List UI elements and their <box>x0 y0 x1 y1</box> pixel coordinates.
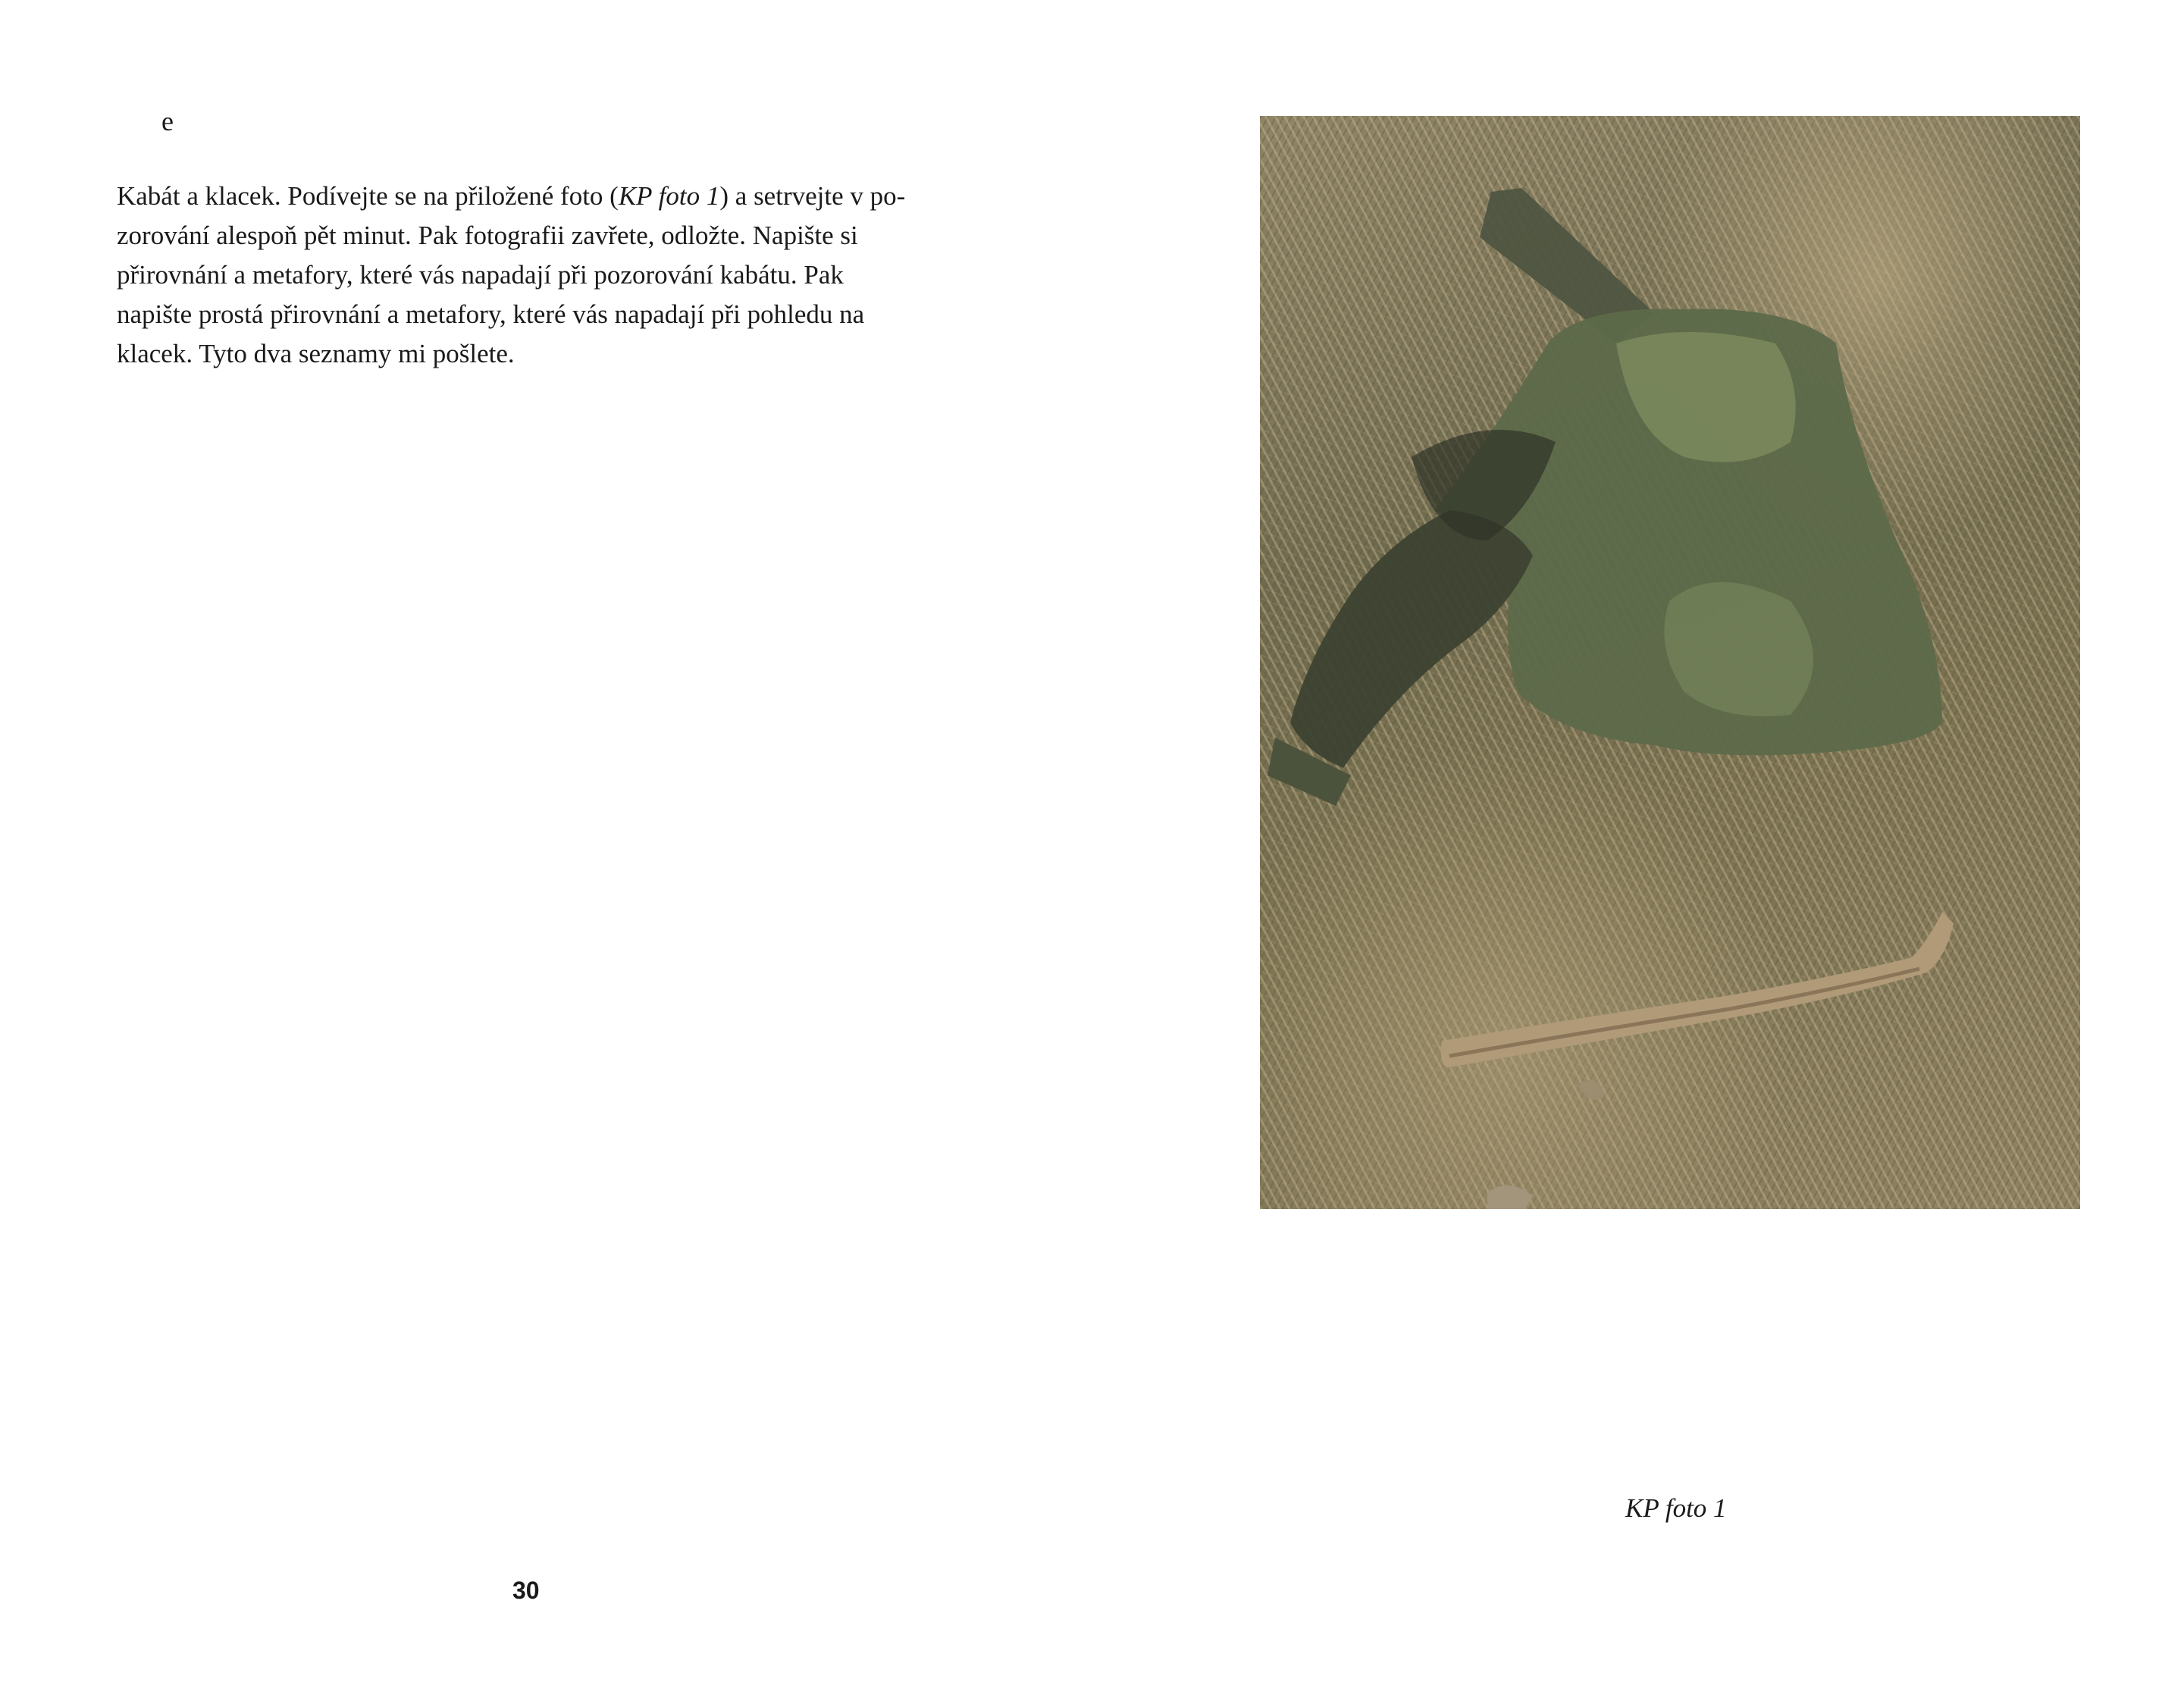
paragraph-line: zorování alespoň pět minut. Pak fotografii zavřete, odložte. Napište si <box>117 221 858 250</box>
page-number: 30 <box>512 1577 540 1604</box>
paragraph-line: přirovnání a metafory, které vás napadají při pozorování kabátu. Pak <box>117 260 844 290</box>
paragraph-line <box>117 177 951 216</box>
paragraph-line: klacek. Tyto dva seznamy mi pošlete. <box>117 339 515 368</box>
dry-leaf <box>1487 1186 1533 1209</box>
instruction-paragraph <box>117 177 951 374</box>
text-segment: Kabát a klacek. Podívejte se na přiložené foto ( <box>117 181 619 211</box>
photo-caption: KP foto 1 <box>1625 1493 1727 1523</box>
section-marker: e <box>161 106 174 136</box>
photo-coat-and-stick <box>1260 116 2080 1209</box>
photo-illustration <box>1260 116 2080 1209</box>
coat-lower-sleeve <box>1290 510 1533 768</box>
paragraph-line: napište prostá přirovnání a metafory, které vás napadají při pohledu na <box>117 299 865 329</box>
text-segment: ) a setrvejte v po- <box>719 181 906 211</box>
dry-leaf <box>1578 1080 1605 1100</box>
photo-reference: KP foto 1 <box>618 181 720 211</box>
